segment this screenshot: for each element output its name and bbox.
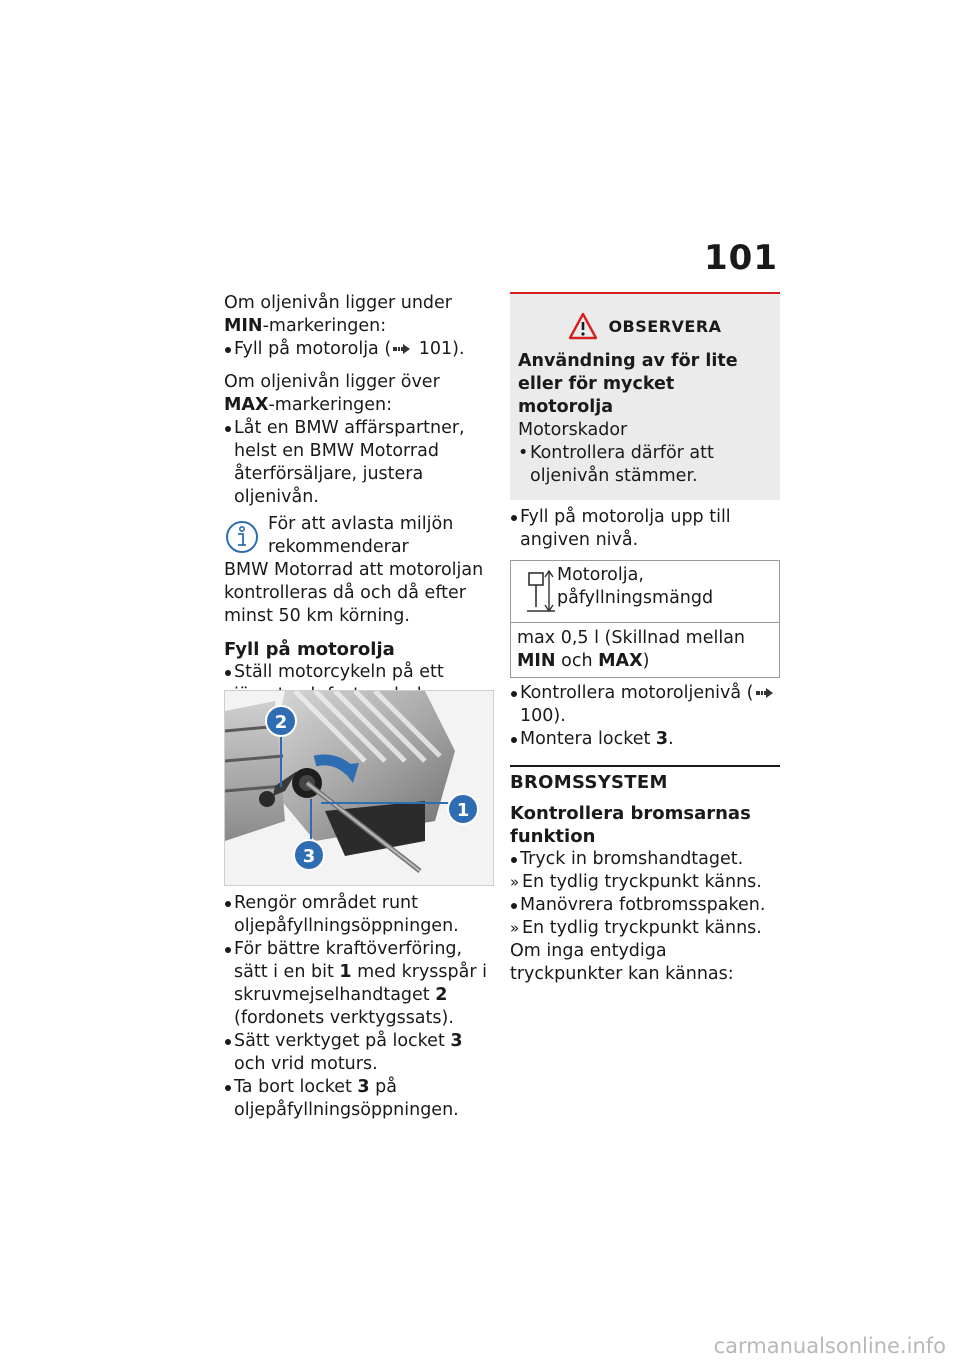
info-icon (224, 519, 260, 555)
spec-value: max 0,5 l (Skillnad mellan MIN och MAX) (517, 628, 746, 671)
oil-quantity-icon (521, 567, 561, 617)
watermark: carmanualsonline.info (713, 1334, 946, 1358)
spec-table (510, 560, 780, 678)
bullet-fill-oil: Fyll på motorolja ( 101). (224, 338, 494, 361)
subheading-fill-oil: Fyll på motorolja (224, 639, 395, 660)
closing-paragraph: Om inga entydiga tryckpunkter kan kännas: (510, 941, 734, 984)
page-reference-icon (393, 344, 411, 354)
callout-2 (266, 706, 296, 736)
bullet-dealer: Låt en BMW affärspartner, helst en BMW Motorrad återförsäljare, justera oljenivån. (224, 417, 494, 509)
step-foot-brake: Manövrera fotbromsspaken. (510, 894, 780, 917)
warning-bullet: • Kontrollera därför att oljenivån stämmer. (518, 443, 714, 486)
bullet-check-level: Kontrollera motoroljenivå ( 100). (510, 682, 780, 728)
callout-3 (294, 840, 324, 870)
bullet-remove-cap: Ta bort locket 3 på oljepåfyllningsöppningen. (224, 1076, 494, 1122)
result-pressure-point-1: » En tydlig tryckpunkt känns. (510, 872, 762, 892)
paragraph-max: Om oljenivån ligger över MAX-markeringen: (224, 372, 440, 415)
left-column-lower (224, 892, 494, 1122)
svg-text:2: 2 (274, 712, 288, 733)
bullet-level-ground: Ställ motorcykeln på ett (224, 661, 494, 707)
svg-text:1: 1 (456, 800, 470, 821)
page-reference-icon (756, 688, 774, 698)
svg-text:3: 3 (302, 846, 316, 867)
bullet-turn-cap: Sätt verktyget på locket 3 och vrid moturs. (224, 1030, 494, 1076)
page-number: 101 (704, 238, 778, 278)
section-title: BROMSSYSTEM (510, 772, 668, 793)
right-column (510, 292, 780, 986)
result-pressure-point-2: » En tydlig tryckpunkt känns. (510, 918, 762, 938)
callout-1 (448, 794, 478, 824)
left-column (224, 292, 494, 707)
warning-box (510, 292, 780, 500)
step-brake-lever: Tryck in bromshandtaget. (510, 848, 780, 871)
warning-label: OBSERVERA (608, 316, 722, 336)
info-note: För att avlasta miljön rekommenderar BMW Motorrad att motoroljan kontrolleras då och då efter minst 50 km körning. (224, 514, 484, 626)
engine-illustration (225, 691, 494, 886)
warning-consequence: Motorskador (518, 420, 628, 440)
subheading-brakes: Kontrollera bromsarnas funktion (510, 803, 751, 847)
bullet-insert-bit: För bättre kraftöverföring, sätt i en bit 1 med krysspår i skruvmejselhandtaget 2 (fordonets verktygssats). (224, 938, 494, 1030)
spec-label: Motorolja, påfyllningsmängd (557, 565, 714, 608)
warning-icon (568, 312, 598, 340)
warning-title: Användning av för lite eller för mycket motorolja (518, 351, 738, 417)
bullet-fill-to-level: Fyll på motorolja upp till angiven nivå. (510, 506, 780, 552)
bullet-mount-cap: Montera locket 3. (510, 728, 780, 751)
section-divider (510, 765, 780, 767)
bullet-clean-area: Rengör området runt oljepåfyllningsöppningen. (224, 892, 494, 938)
paragraph-min: Om oljenivån ligger under MIN-markeringen: (224, 293, 452, 336)
engine-oil-cap-photo (224, 690, 494, 886)
